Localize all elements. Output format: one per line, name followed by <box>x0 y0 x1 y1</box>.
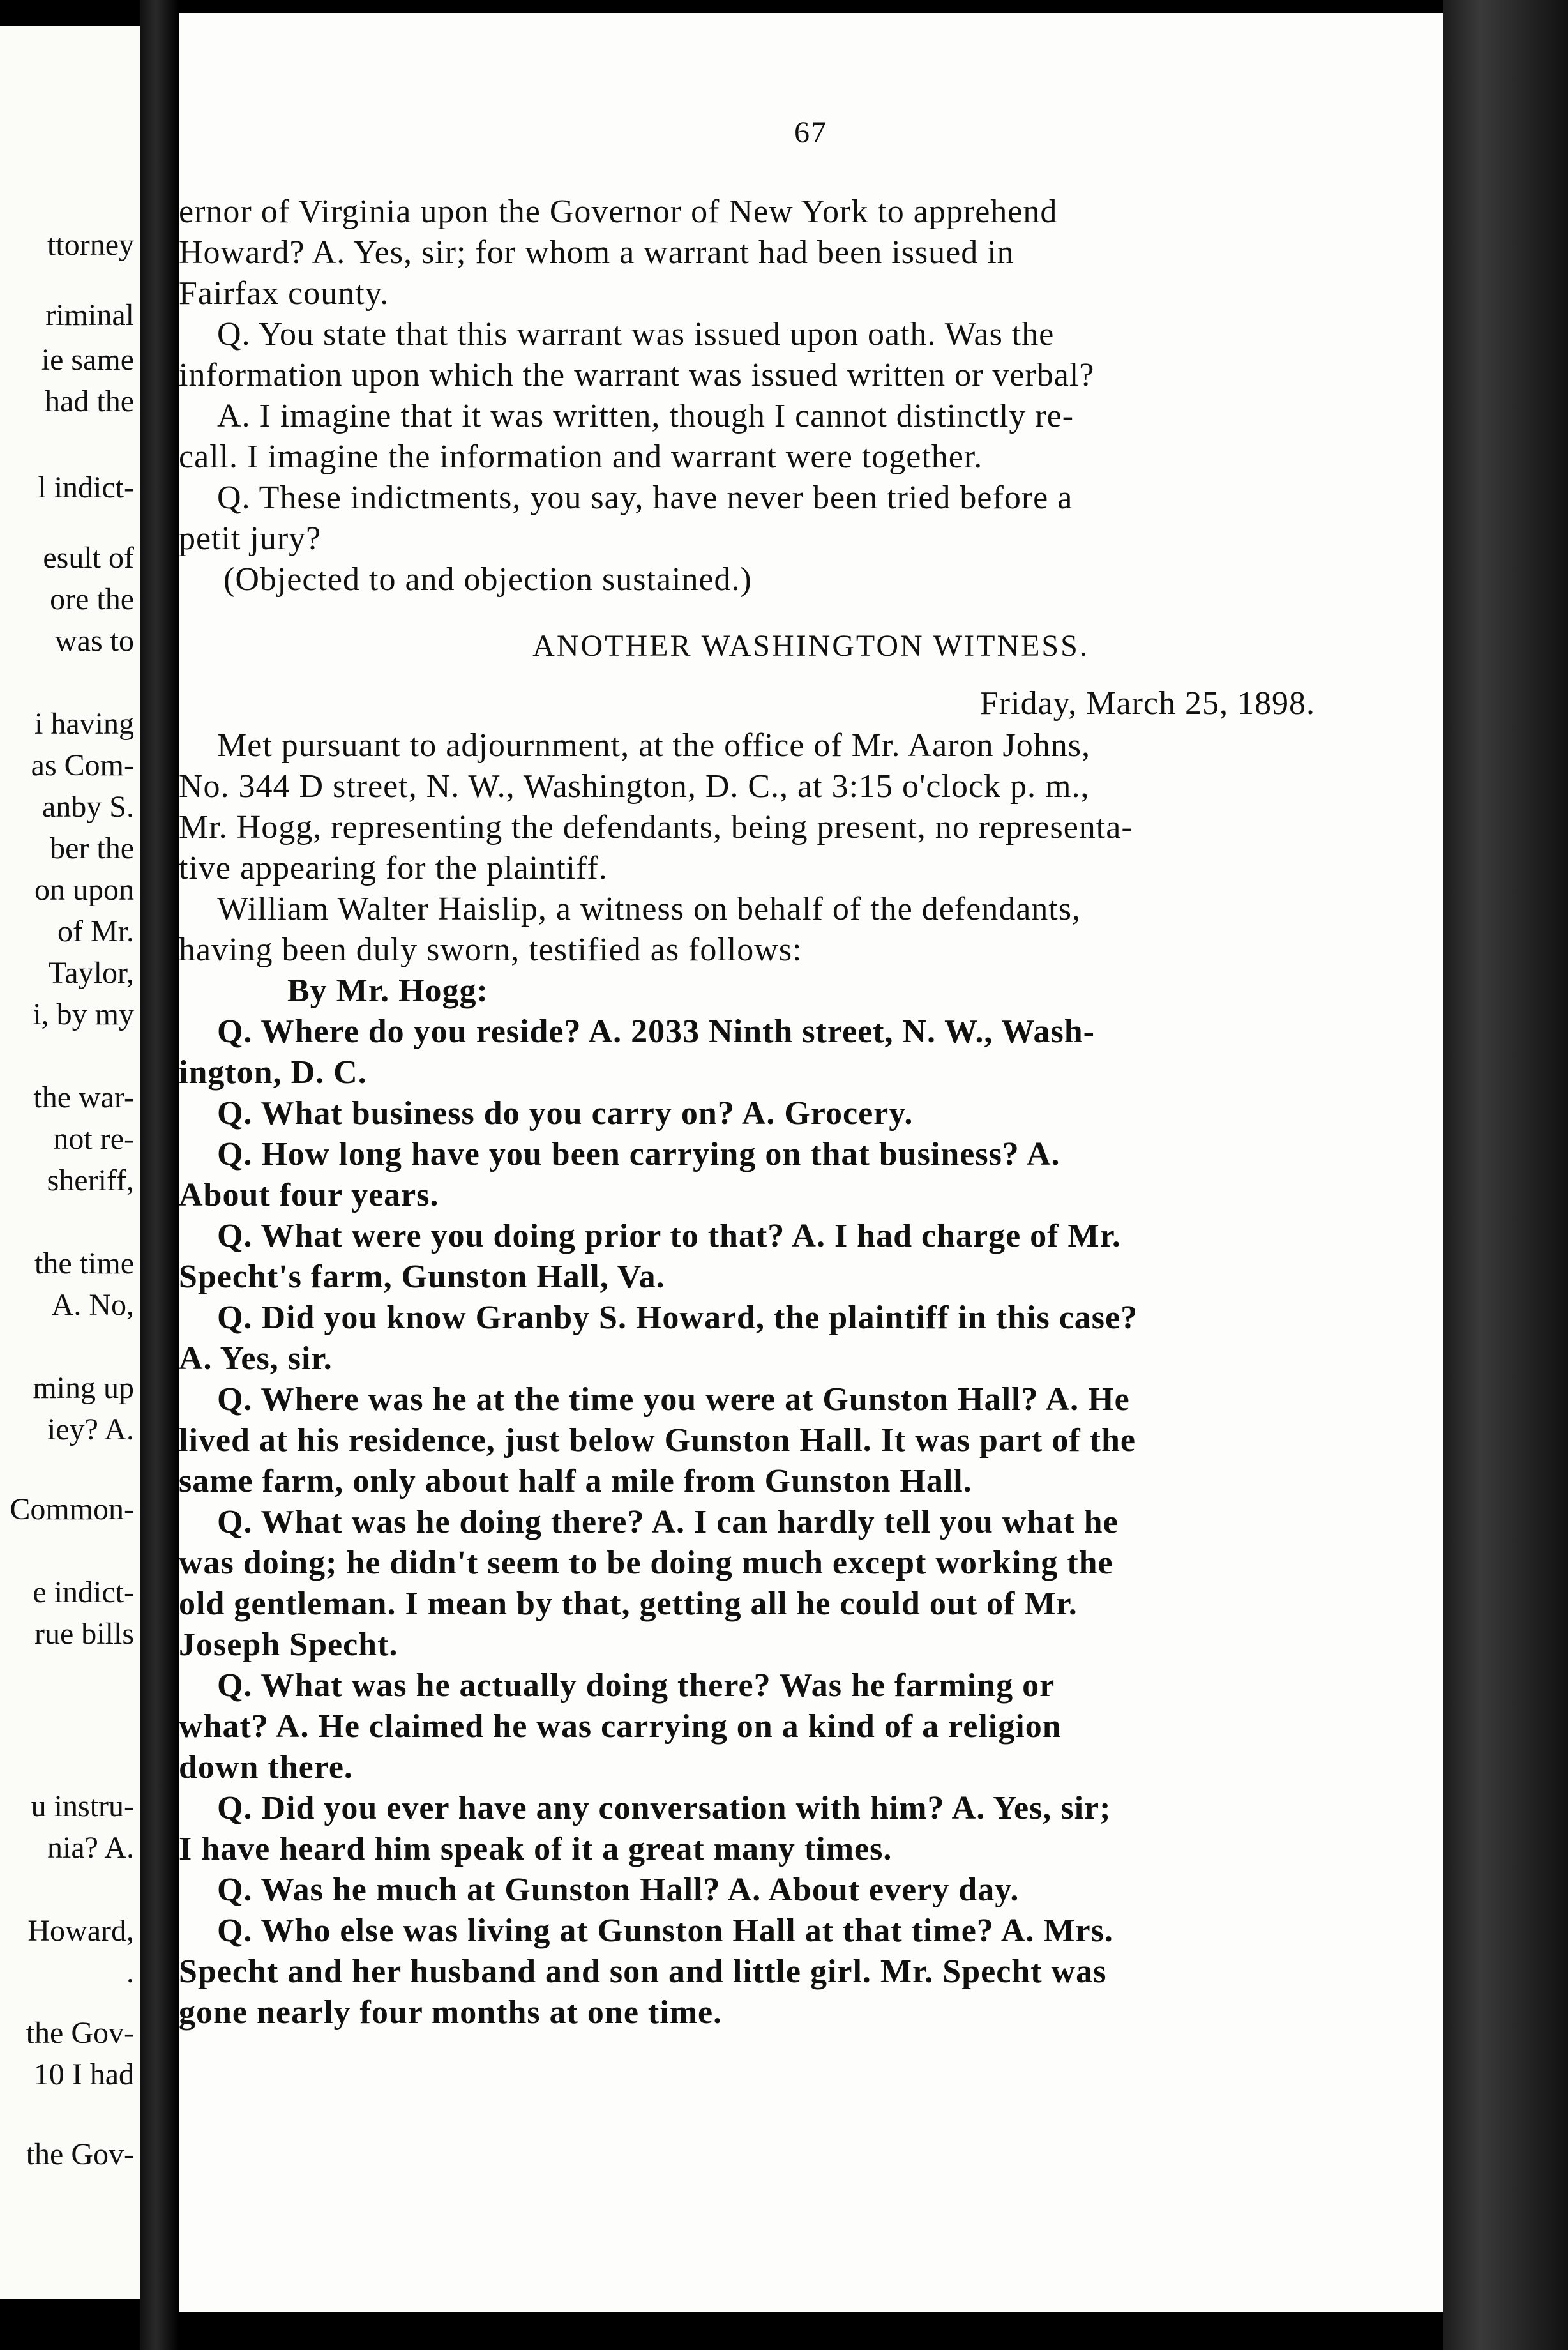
text-line: Specht and her husband and son and little girl. Mr. Specht was <box>179 1953 1107 1990</box>
text-line: Q. What was he actually doing there? Was he farming or <box>217 1667 1055 1704</box>
left-page-fragment: iey? A. <box>47 1413 134 1446</box>
paragraph <box>179 889 1315 971</box>
paragraph <box>179 396 1315 478</box>
paragraph <box>179 1134 1315 1216</box>
text-line: Q. How long have you been carrying on that business? A. <box>217 1136 1060 1172</box>
left-facing-page <box>0 26 140 2299</box>
left-page-fragment: not re- <box>53 1122 134 1156</box>
paragraph <box>179 1298 1315 1379</box>
text-line: Q. Where was he at the time you were at Gunston Hall? A. He <box>217 1381 1130 1418</box>
paragraph <box>179 314 1315 396</box>
text-line: petit jury? <box>179 520 322 557</box>
text-line: William Walter Haislip, a witness on behalf of the defendants, <box>217 891 1081 927</box>
paragraph <box>179 725 1315 889</box>
paragraph <box>185 559 1322 600</box>
left-page-fragment: ie same <box>41 343 134 377</box>
left-page-fragment: u instru- <box>31 1789 134 1823</box>
paragraph <box>179 1870 1315 1911</box>
text-line: was doing; he didn't seem to be doing much except working the <box>179 1545 1113 1581</box>
left-page-fragment: i having <box>34 707 134 741</box>
text-line: No. 344 D street, N. W., Washington, D. C., at 3:15 o'clock p. m., <box>179 768 1090 805</box>
paragraph <box>179 1379 1315 1502</box>
left-page-fragment: i, by my <box>33 997 134 1031</box>
left-page-fragment: had the <box>45 384 134 418</box>
main-page <box>179 13 1443 2312</box>
left-page-fragment: as Com- <box>31 748 134 782</box>
paragraph <box>179 1093 1315 1134</box>
text-line: Q. Did you ever have any conversation with him? A. Yes, sir; <box>217 1790 1112 1826</box>
text-line: same farm, only about half a mile from Gunston Hall. <box>179 1463 972 1499</box>
section-heading: ANOTHER WASHINGTON WITNESS. <box>532 629 1089 663</box>
text-line: About four years. <box>179 1177 439 1213</box>
left-page-fragment: Common- <box>10 1492 134 1526</box>
text-line: A. Yes, sir. <box>179 1340 333 1377</box>
left-page-fragment: Taylor, <box>48 956 134 990</box>
left-page-fragment: the Gov- <box>26 2137 134 2171</box>
text-line: Q. Was he much at Gunston Hall? A. About every day. <box>217 1872 1020 1908</box>
paragraph <box>179 1665 1315 1788</box>
text-line: down there. <box>179 1749 353 1785</box>
left-page-fragment: of Mr. <box>57 914 134 948</box>
text-line: lived at his residence, just below Gunston Hall. It was part of the <box>179 1422 1136 1459</box>
left-page-fragment: e indict- <box>33 1575 134 1609</box>
paragraph <box>179 1788 1315 1870</box>
left-page-fragment: the Gov- <box>26 2016 134 2050</box>
left-page-fragment: the time <box>34 1247 134 1280</box>
left-page-fragment: ttorney <box>47 228 134 262</box>
text-line: old gentleman. I mean by that, getting all he could out of Mr. <box>179 1586 1078 1622</box>
left-page-fragment: . <box>126 1955 134 1989</box>
text-line: Q. Did you know Granby S. Howard, the plaintiff in this case? <box>217 1300 1138 1336</box>
page-edge-right <box>1443 0 1568 2350</box>
left-page-fragment: A. No, <box>51 1288 134 1322</box>
dateline: Friday, March 25, 1898. <box>979 685 1315 722</box>
text-line: what? A. He claimed he was carrying on a kind of a religion <box>179 1708 1062 1745</box>
paragraph <box>179 1502 1315 1665</box>
left-page-fragment: ber the <box>50 831 134 865</box>
left-page-fragment: sheriff, <box>47 1164 134 1197</box>
left-page-fragment: on upon <box>34 873 134 907</box>
left-page-fragment: 10 I had <box>33 2058 134 2091</box>
text-line: Mr. Hogg, representing the defendants, being present, no representa- <box>179 809 1133 845</box>
left-page-fragment: ore the <box>50 582 134 616</box>
text-line: Joseph Specht. <box>179 1626 398 1663</box>
text-line: information upon which the warrant was issued written or verbal? <box>179 357 1095 393</box>
left-page-fragment: l indict- <box>38 471 134 504</box>
text-line: Specht's farm, Gunston Hall, Va. <box>179 1259 665 1295</box>
text-line: Q. What was he doing there? A. I can hardly tell you what he <box>217 1504 1119 1540</box>
page-number: 67 <box>794 116 827 149</box>
text-line: ington, D. C. <box>179 1054 367 1091</box>
paragraph <box>179 478 1315 559</box>
examiner-line <box>179 971 1315 1012</box>
left-page-fragment: ming up <box>33 1371 134 1405</box>
text-line: Q. What were you doing prior to that? A. I had charge of Mr. <box>217 1218 1121 1254</box>
paragraph <box>179 1216 1315 1298</box>
text-line: Q. What business do you carry on? A. Grocery. <box>217 1095 914 1132</box>
text-line: Howard? A. Yes, sir; for whom a warrant had been issued in <box>179 234 1014 271</box>
left-page-fragment: rue bills <box>34 1617 134 1651</box>
left-page-fragment: esult of <box>43 541 134 575</box>
left-page-fragment: the war- <box>33 1080 134 1114</box>
text-line: gone nearly four months at one time. <box>179 1994 723 2031</box>
book-gutter <box>140 0 179 2350</box>
text-line: having been duly sworn, testified as follows: <box>179 932 803 968</box>
text-line: I have heard him speak of it a great many times. <box>179 1831 893 1867</box>
left-page-fragment: nia? A. <box>47 1831 134 1865</box>
text-line: Q. These indictments, you say, have never been tried before a <box>217 480 1073 516</box>
text-line: Fairfax county. <box>179 275 389 312</box>
text-line: Q. Where do you reside? A. 2033 Ninth street, N. W., Wash- <box>217 1013 1095 1050</box>
left-page-fragment: riminal <box>45 298 134 332</box>
text-line: call. I imagine the information and warrant were together. <box>179 439 983 475</box>
text-line: Q. You state that this warrant was issued upon oath. Was the <box>217 316 1055 352</box>
text-line: Met pursuant to adjournment, at the office of Mr. Aaron Johns, <box>217 727 1091 764</box>
text-line: tive appearing for the plaintiff. <box>179 850 608 886</box>
text-line: Q. Who else was living at Gunston Hall at that time? A. Mrs. <box>217 1913 1113 1949</box>
left-page-fragment: anby S. <box>42 790 134 824</box>
text-line: By Mr. Hogg: <box>287 973 488 1009</box>
paragraph <box>179 192 1315 314</box>
text-line: (Objected to and objection sustained.) <box>223 561 752 598</box>
left-page-fragment: Howard, <box>27 1914 134 1948</box>
text-line: A. I imagine that it was written, though I cannot distinctly re- <box>217 398 1074 434</box>
paragraph <box>179 1012 1315 1093</box>
text-line: ernor of Virginia upon the Governor of New York to apprehend <box>179 193 1058 230</box>
paragraph <box>179 1911 1315 2033</box>
left-page-fragment: was to <box>55 624 134 658</box>
